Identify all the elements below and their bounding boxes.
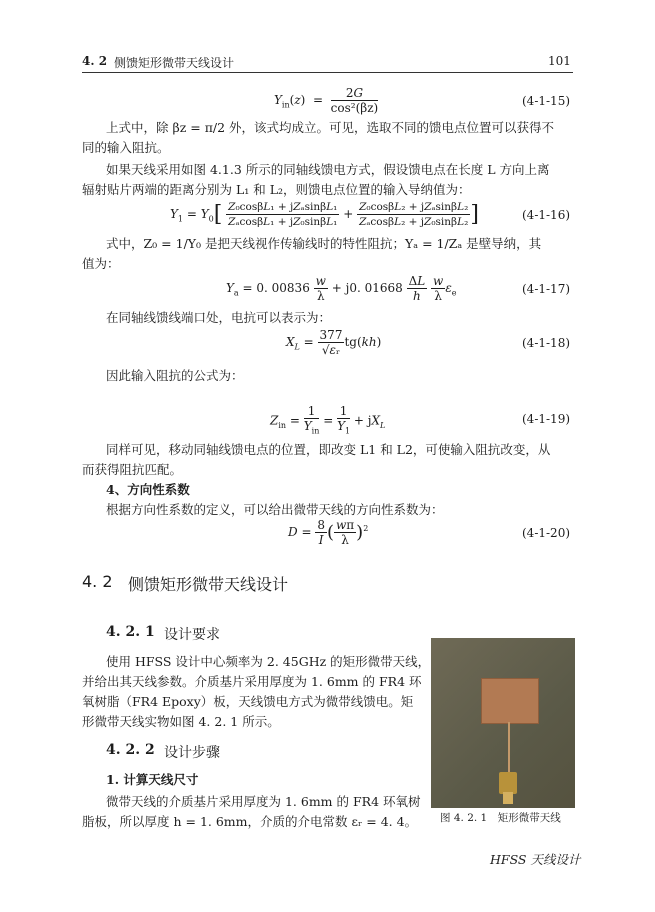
paragraph-line: 而获得阻抗匹配。	[82, 462, 183, 477]
paragraph-line: 如果天线采用如图 4.1.3 所示的同轴线馈电方式，假设馈电点在长度 L 方向上离	[106, 162, 550, 177]
subsection-title: 设计要求	[164, 627, 220, 643]
paragraph-line: 氧树脂（FR4 Epoxy）板，天线馈电方式为微带线馈电。矩	[82, 694, 414, 709]
equation-4-1-20: D = $\frac{8}{I}$ ( $\frac{w\pi}{\lambda}$ )$^2$	[288, 518, 369, 547]
paragraph-line: 脂板，所以厚度 h = 1. 6mm，介质的介电常数 εᵣ = 4. 4。	[82, 814, 418, 829]
radiating-patch	[481, 678, 539, 724]
paragraph-line: 微带天线的介质基片采用厚度为 1. 6mm 的 FR4 环氧树	[106, 794, 421, 809]
equation-number: (4-1-18)	[522, 336, 571, 350]
paragraph-line: 辐射贴片两端的距离分别为 L₁ 和 L₂，则馈电点位置的输入导纳值为：	[82, 182, 471, 197]
paragraph-line: 上式中，除 βz = π/2 外，该式均成立。可见，选取不同的馈电点位置可以获得不	[106, 120, 555, 135]
paragraph-line: 形微带天线实物如图 4. 2. 1 所示。	[82, 714, 280, 729]
header-rule	[82, 72, 573, 73]
paragraph-line: 因此输入阻抗的公式为：	[106, 368, 244, 383]
figure-caption: 图 4. 2. 1 矩形微带天线	[440, 812, 561, 824]
footer-book-title: HFSS 天线设计	[490, 852, 581, 867]
paragraph-line: 同样可见，移动同轴线馈电点的位置，即改变 L1 和 L2，可使输入阻抗改变，从	[106, 442, 551, 457]
list-item-heading: 1. 计算天线尺寸	[106, 772, 199, 787]
antenna-photo	[431, 638, 575, 808]
paragraph-line: 在同轴线馈线端口处，电抗可以表示为：	[106, 310, 332, 325]
sma-connector-pin	[503, 792, 513, 804]
section-title: 侧馈矩形微带天线设计	[128, 575, 289, 594]
page-number: 101	[548, 54, 571, 68]
header-section-title: 侧馈矩形微带天线设计	[114, 56, 235, 70]
paragraph-line: 并给出其天线参数。介质基片采用厚度为 1. 6mm 的 FR4 环	[82, 674, 422, 689]
equation-4-1-16: $Y_1 = Y_0$[ $\frac{\text{Z₀cosβL₁ + jZₐsinβL₁}}{\text{ZₐcosβL₁ + jZ₀sinβL₁}}$ + $\frac{\text{Z₀cosβL₂ + jZₐsinβL₂}}{\text{ZₐcosβL₂ + jZ₀sinβL₂}}$ ]	[170, 201, 479, 228]
equation-4-1-18: $X_L$ = $\frac{377}{\text{√εᵣ}}$ tg(kh)	[286, 328, 382, 357]
sma-connector	[499, 772, 517, 794]
equation-4-1-17: $Y_a = 0$. 00836 $\frac{w}{\lambda}$ + j0. 01668 $\frac{\Delta L}{h}$ $\frac{w}{\lambda}$ $\varepsilon_e$	[226, 274, 457, 303]
paragraph-line: 同的输入阻抗。	[82, 140, 170, 155]
subsection-title: 设计步骤	[164, 745, 220, 761]
paragraph-line: 式中，Z₀ = 1/Y₀ 是把天线视作传输线时的特性阻抗；Yₐ = 1/Zₐ 是壁导纳，其	[106, 236, 542, 251]
header-section-number: 4. 2	[82, 54, 108, 68]
subsection-number: 4. 2. 1	[106, 624, 155, 640]
subsection-number: 4. 2. 2	[106, 742, 155, 758]
equation-4-1-15: $Y_{in}(z)$ = $\frac{2G}{\text{cos²(βz)}}$	[274, 86, 379, 115]
equation-number: (4-1-19)	[522, 412, 571, 426]
equation-number: (4-1-17)	[522, 282, 571, 296]
equation-number: (4-1-16)	[522, 208, 571, 222]
equation-4-1-19: $Z_{in}$ = $\frac{1}{Y_{in}}$ = $\frac{1}{Y_1}$ + $jX_L$	[270, 404, 386, 436]
paragraph-line: 使用 HFSS 设计中心频率为 2. 45GHz 的矩形微带天线，	[106, 654, 431, 669]
equation-number: (4-1-20)	[522, 526, 571, 540]
paragraph-line: 值为：	[82, 256, 120, 271]
paragraph-line: 根据方向性系数的定义，可以给出微带天线的方向性系数为：	[106, 502, 444, 517]
list-item-heading: 4、方向性系数	[106, 482, 190, 497]
equation-number: (4-1-15)	[522, 94, 571, 108]
section-number: 4. 2	[82, 572, 113, 591]
microstrip-feed-line	[508, 722, 510, 774]
